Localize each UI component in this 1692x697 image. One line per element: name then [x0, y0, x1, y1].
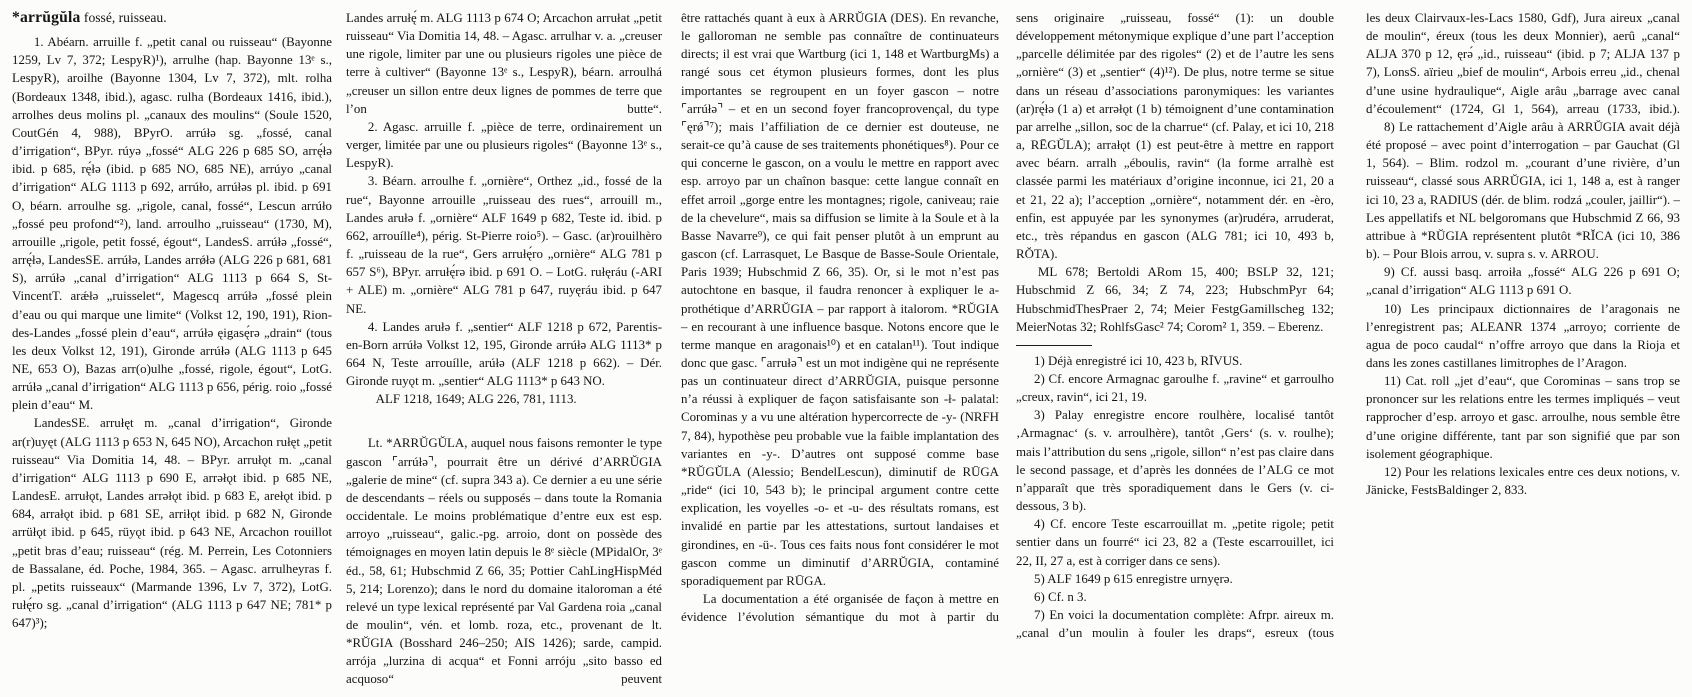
footnote-divider-rule [1016, 345, 1092, 346]
footnote-7-continuation: les deux Clairvaux-les-Lacs 1580, Gdf), Jura aireux „canal de moulin“, éreux (tous les deux Monnier), aerû „canal“ ALJA 370 p 12, ęrə́ „id., ruisseau“ (ibid. p 7; ALJA 137 p 7), LonsS. aïrieu „bief de moulin“, Arbois erreu „id., chenal d’une usine hydraulique“, Aigle arâu „barrage avec canal d’écoulement“ (1724, Gl 1, 564), arreau (1733, ibid.). [1366, 11, 1680, 116]
footnote-1: 1) Déjà enregistré ici 10, 423 b, RĪVUS. [1034, 353, 1243, 368]
footnote-11: 11) Cat. roll „jet d’eau“, que Corominas – sans trop se prononcer sur les relations entre les termes impliqués – veut rapprocher d’esp. arroyo et gasc. arroulhe, nous semble être d’une origine différente, tant par son signifié que par son isolement géographique. [1366, 374, 1680, 461]
column-3 [681, 9, 999, 695]
footnote-5: 5) ALF 1649 p 615 enregistre urnyęrə. [1034, 571, 1233, 586]
sense-1c-continuation: Landes arrułę́ m. ALG 1113 p 674 O; Arcachon arrułat „petit ruisseau“ Via Domitia 14, 48. – Agasc. arrulhar v. a. „creuser une rigole, limiter par une ou plusieurs rigoles une pièce de terre à cultiver“ (Bayonne 13ᵉ s., LespyR), béarn. arroulhá „creuser un sillon entre deux lignes de pommes de terre que l’on butte“. [346, 11, 662, 116]
sense-2-paragraph: 2. Agasc. arruille f. „pièce de terre, ordinairement un verger, limitée par une ou plusieurs rigoles“ (Bayonne 13ᵉ s., LespyR). [346, 119, 662, 171]
entry-headword-line [12, 9, 332, 27]
entry-gloss: fossé, ruisseau. [83, 10, 167, 25]
footnote-8: 8) Le rattachement d’Aigle arâu à ARRŬGIA avait déjà été proposé – avec point d’interrogation – par Gauchat (Gl 1, 564). – Blim. rodzol m. „courant d’une rivière, d’un ruisseau“, classé sous ARRŬGIA, ici 1, 148 a, est à ranger ici 10, 23 a, RADIUS (dér. de blim. rodzá „couler, jaillir“). – Les appellatifs et NL belgoromans que Hubschmid Z 66, 93 attribue à *RŬGIA représentent plutôt *RĬCA (ici 10, 386 b). – Pour Blois arrou, v. supra s. v. ARROU. [1366, 119, 1680, 262]
sense-4-paragraph: 4. Landes arułə f. „sentier“ ALF 1218 p 672, Parentis-en-Born arrúłə Volkst 12, 195, Gironde arrúłə ALG 1113* p 664 N, Teste arrouílle, arúłə (ALF 1218 p 662). – Dér. Gironde ruyǫt m. „sentier“ ALG 1113* p 643 NO. [346, 319, 662, 389]
bibliography-paragraph: ML 678; Bertoldi ARom 15, 400; BSLP 32, 121; Hubschmid Z 66, 34; Z 74, 223; HubschmPyr 64; HubschmidThesPraer 2, 74; Meier FestgGamillscheg 132; MeierNotas 32; RohlfsGasc² 74; Corom² 1, 359. – Eberenz. [1016, 265, 1334, 334]
footnote-12: 12) Pour les relations lexicales entre ces deux notions, v. Jänicke, FestsBaldinger 2, 833. [1366, 464, 1680, 498]
sense-1-paragraph: 1. Abéarn. arruille f. „petit canal ou ruisseau“ (Bayonne 1259, Lv 7, 372; LespyR)¹), arrulhe (hap. Bayonne 13ᵉ s., LespyR), aroilhe (Bayonne 1304, Lv 7, 372), mlt. rolha (Bordeaux 1348, ibid.), agasc. rulha (Bordeaux 1416, ibid.), arrolhes deus molins pl. „canaux des moulins“ (Soule 1520, CoutGén 4, 988), BPyrO. arrúłə sg. „fossé, canal d’irrigation“, BPyr. rúyə „fossé“ ALG 226 p 685 SO, arrę́łə ibid. p 685, rę́łə (ibid. p 685 NO, 685 NE), arrúyo „canal d’irrigation“ ALG 1113 p 692, arrúło, arrúłəs pl. ibid. p 691 O, béarn. arroulhe sg. „rigole, canal, fossé“, Lescun arrúło „fossé peu profond“²), land. arroulho „ruisseau“ (1730, M), arrouille „rigole, petit fossé, égout“, LandesS. arrúłə „fossé“, arrę́łə, LandesSE. arrúłə, Landes arrǿłə (ALG 226 p 681, 681 S), arrúłə „canal d’irrigation“ ALG 1113 p 664 S, St-VincentT. arǽłə „ruisselet“, Magescq arrúłə „fossé plein d’eau ou qui marque une limite“ (Volkst 12, 190, 191), Rion-des-Landes „fossé plein d’eau“, arrúłə ęigasę́rə „drain“ (tous les deux Volkst 12, 191), Gironde arrúłə (ALG 1113 p 645 NE, 653 O), Bazas arr(o)ulhe „fossé, rigole, égout“, LotG. arrúłə „canal d’irrigation“ ALG 1113 p 656, périg. roio „fossé plein d’eau“ M. [12, 35, 332, 413]
footnote-2: 2) Cf. encore Armagnac garoulhe f. „ravine“ et garroulho „creux, ravin“, ici 21, 19. [1016, 371, 1334, 405]
sense-3-paragraph: 3. Béarn. arroulhe f. „ornière“, Orthez „id., fossé de la rue“, Bayonne arrouille „ruisseau des rues“, arrouill m., Landes arułə f. „ornière“ ALF 1649 p 682, Teste id. ibid. p 662, arrouílle⁴), périg. St-Pierre roio⁵). – Gasc. (ar)rouilhèro f. „ruisseau de la rue“, Gers arrułę́ro „ornière“ ALG 781 p 657 S⁶), BPyr. arrułę́rə ibid. p 691 O. – LotG. rułęráu (-ARI + ALE) m. „ornière“ ALG 781 p 647, ruyęráu ibid. p 647 NE. [346, 174, 662, 316]
sense-1b-paragraph: LandesSE. arrułęt m. „canal d’irrigation“, Gironde ar(r)uyęt (ALG 1113 p 653 N, 645 NO), Arcachon rułęt „petit ruisseau“ Via Domitia 14, 48. – BPyr. arrułǫt m. „canal d’irrigation“ ALG 1113 p 690 E, arrəłǫt ibid. p 685 NE, LandesE. arrułǫt, Landes arrəłǫt ibid. p 683 E, arełǫt ibid. p 684, arrałǫt ibid. p 681 SE, arriłǫt ibid. p 682 N, Gironde arrüłǫt ibid. p 645, rüyǫt ibid. p 643 NE, Arcachon rouillot „petit bras d’eau; ruisseau“ (rég. M. Perrein, Les Cotonniers de Bassalane, éd. Poche, 1984, 365. – Agasc. arrulheyras f. pl. „petits ruisseaux“ (Marmande 1396, Lv 7, 372), LotG. rułę́ro sg. „canal d’irrigation“ (ALG 1113 p 647 NE; 781* p 647)³); [12, 416, 332, 631]
footnote-9: 9) Cf. aussi basq. arroiła „fossé“ ALG 226 p 691 O; „canal d’irrigation“ ALG 1113 p 691 O. [1366, 265, 1680, 298]
atlas-references-line: ALF 1218, 1649; ALG 226, 781, 1113. [375, 392, 577, 407]
semantic-development-paragraph: sens originaire „ruisseau, fossé“ (1): un double développement métonymique explique d’une part l’acception „parcelle délimitée par des rigoles“ (2) et de l’autre les sens „ornière“ (3) et „sentier“ (4)¹²). De plus, notre terme se situe dans un réseau d’associations paronymiques: les variantes (ar)rę́łə (1 a) et arrəłǫt (1 b) témoignent d’une contamination par arrelhe „sillon, soc de la charrue“ (cf. Palay, et ici 10, 218 a, RĒGŬLA); arrałǫt (1) est peut-être à mettre en rapport avec béarn. arralh „éboulis, ravin“ (la forme arralhè est classée parmi les matériaux d’origine inconnue, ici 21, 20 a et 21, 22 a); l’acception „ornière“, notamment dér. en -èro, enfin, est appuyée par les synonymes (ar)rudérə, arruderat, etc., très répandus en gascon (ALG 781; ici 10, 493 b, RŎTA). [1016, 11, 1334, 262]
footnote-4: 4) Cf. encore Teste escarrouillat m. „petite rigole; petit sentier dans un fourré“ ici 23, 82 a (Teste escarrouillet, ici 22, II, 27 a, est à corriger dans ce sens). [1016, 517, 1334, 568]
footnote-7: 7) En voici la documentation complète: Afrpr. aireux m. „canal d’un moulin à fouler les draps“, esreux (tous [1016, 608, 1334, 641]
etymology-discussion-continuation: être rattachés quant à eux à ARRŬGIA (DES). En revanche, le galloroman ne semble pas connaître de continuateurs directs; il est vrai que Wartburg (ici 1, 148 et WartburgMs) a rangé sous cet étymon plusieurs formes, dont les plus importantes se regroupent en un foyer gascon – notre ⌜arrúłə⌝ – et en un second foyer francoprovençal, du type ⌜ęrǿ⌝⁷); mais l’affiliation de ce dernier est douteuse, ne serait-ce qu’à cause de ses traitements phonétiques⁸). Pour ce qui concerne le gascon, on a voulu le mettre en rapport avec esp. arroyo par un chaînon basque: cette langue connaît en effet arroil „gorge entre les montagnes; rigole, caniveau; raie de la chevelure“, mais sa diffusion se limite à la Soule et à la Basse Navarre⁹), ce qui fait penser plutôt à un emprunt au gascon (cf. Larrasquet, Le Basque de Basse-Soule Orientale, Paris 1939; Hubschmid Z 66, 35). Or, si le mot n’est pas autochtone en basque, il faudra renoncer à expliquer le a- prothétique d’ARRŬGIA – par rapport à italorom. *RŬGIA – en recourant à une influence basque. Notons encore que le terme manque en aragonais¹⁰) et en catalan¹¹). Tout indique donc que gasc. ⌜arrułə⌝ est un mot indigène qui ne représente pas un continuateur direct d’ARRŬGIA, puisque personne n’a réussi à expliquer de façon satisfaisante son -ł- palatal: Corominas y a vu une altération hypercorrecte de -y- (NRFH 7, 84), hypothèse peu probable vue la faible implantation des variantes en -y-. D’autres ont supposé comme base *RŬGŬLA (Alessio; BendelLescun), diminutif de RŪGA „ride“ (ici 10, 543 b); le principal argument contre cette explication, les voyelles -o- et -u- des résultats romans, est invalidé en partie par les attestations, surtout landaises et girondines, en -ü-. Tous ces faits nous font considérer le mot gascon comme un diminutif d’ARRŬGIA, contaminé sporadiquement par RŪGA. [681, 11, 999, 588]
footnote-6: 6) Cf. n 3. [1034, 589, 1087, 604]
column-2 [346, 9, 662, 695]
etymology-discussion-paragraph: Lt. *ARRŬGŬLA, auquel nous faisons remonter le type gascon ⌜arrúłə⌝, pourrait être un dérivé d’ARRŬGIA „galerie de mine“ (cf. supra 343 a). Ce dernier a eu une série de descendants – réels ou supposés – dans toute la Romania occidentale. Le moins problématique d’entre eux est esp. arroyo „ruisseau“, galic.-pg. arroio, dont on possède des témoignages en moyen latin depuis le 8ᵉ siècle (MPidalOr, 3ᵉ éd., 58, 61; Hubschmid Z 66, 35; Pottier CahLingHispMéd 5, 214; Lorenzo); dans le nord du domaine italoroman a été relevé un type lexical représenté par Val Gardena roia „canal de moulin“, vén. et lomb. roza, etc., provenant de lt. *RŬGIA (Bosshard 246–250; AIS 1426); sarde, campid. arrója „lurzina di acqua“ et Fonni arróju „sito basso ed acquoso“ peuvent [346, 436, 662, 687]
footnote-3: 3) Palay enregistre encore roulhère, localisé tantôt ‚Armagnac‘ (s. v. arroulhère), tantôt ‚Gers‘ (s. v. roulhe); mais l’attribution du sens „rigole, sillon“ n’est pas claire dans le second passage, et d’après les données de l’ALG ce mot n’apparaît que très sporadiquement dans le Gers (v. ci-dessous, 3 b). [1016, 408, 1334, 514]
column-4 [1016, 9, 1334, 695]
entry-headword: *arrŭgŭla [12, 9, 81, 26]
column-1 [12, 9, 332, 695]
footnote-10: 10) Les principaux dictionnaires de l’aragonais ne l’enregistrent pas; ALEANR 1374 „arroyo; corriente de agua de poco caudal“ n’offre arroyo que dans la Rioja et dans les zones castillanes limitrophes de l’Aragon. [1366, 301, 1680, 370]
column-5 [1366, 9, 1680, 695]
documentation-note-paragraph: La documentation a été organisée de façon à mettre en évidence l’évolution sémantique du mot à partir du [681, 592, 999, 625]
